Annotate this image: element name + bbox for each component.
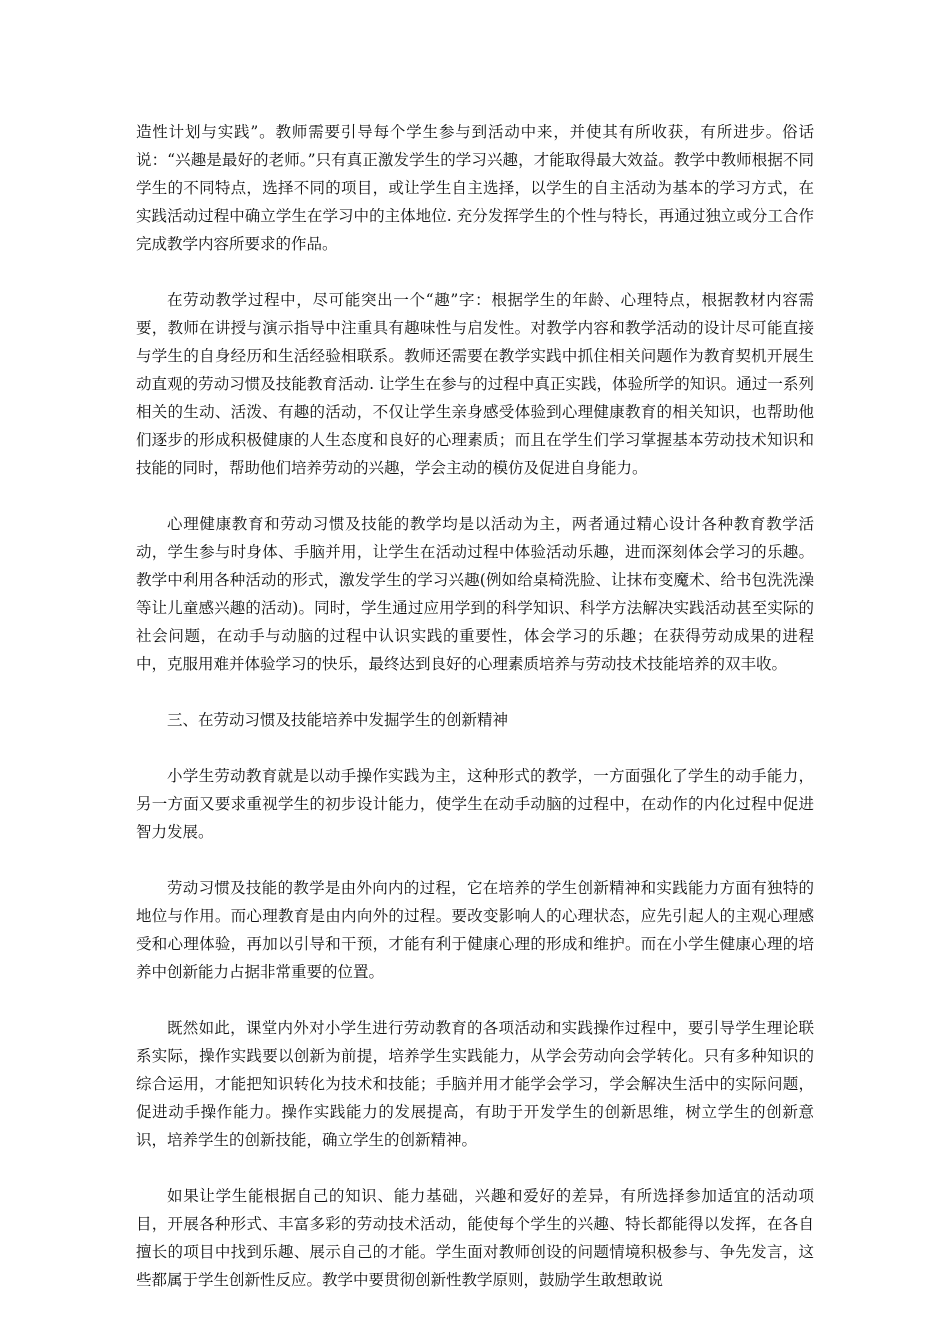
paragraph-1: 造性计划与实践”。教师需要引导每个学生参与到活动中来，并使其有所收获，有所进步。俗话说：“兴趣是最好的老师。”只有真正激发学生的学习兴趣，才能取得最大效益。教学中教师根据不同学生的不同特点，选择不同的项目，或让学生自主选择，以学生的自主活动为基本的学习方式，在实践活动过程中确立学生在学习中的主体地位. 充分发挥学生的个性与特长，再通过独立或分工合作完成教学内容所要求的作品。 [136, 123, 814, 253]
paragraph-5: 劳动习惯及技能的教学是由外向内的过程，它在培养的学生创新精神和实践能力方面有独特的地位与作用。而心理教育是由内向外的过程。要改变影响人的心理状态，应先引起人的主观心理感受和心理体验，再加以引导和干预，才能有利于健康心理的形成和维护。而在小学生健康心理的培养中创新能力占据非常重要的位置。 [136, 879, 814, 981]
paragraph-7: 如果让学生能根据自己的知识、能力基础，兴趣和爱好的差异，有所选择参加适宜的活动项目，开展各种形式、丰富多彩的劳动技术活动，能使每个学生的兴趣、特长都能得以发挥，在各自擅长的项目中找到乐趣、展示自己的才能。学生面对教师创设的问题情境积极参与、争先发言，这些都属于学生创新性反应。教学中要贯彻创新性教学原则，鼓励学生敢想敢说 [136, 1187, 814, 1289]
document-body [136, 118, 814, 1322]
paragraph-3: 心理健康教育和劳动习惯及技能的教学均是以活动为主，两者通过精心设计各种教育教学活动，学生参与时身体、手脑并用，让学生在活动过程中体验活动乐趣，进而深刻体会学习的乐趣。教学中利用各种活动的形式，激发学生的学习兴趣(例如给桌椅洗脸、让抹布变魔术、给书包洗洗澡等让儿童感兴趣的活动)。同时，学生通过应用学到的科学知识、科学方法解决实践活动甚至实际的社会问题，在动手与动脑的过程中认识实践的重要性，体会学习的乐趣；在获得劳动成果的进程中，克服用难并体验学习的快乐，最终达到良好的心理素质培养与劳动技术技能培养的双丰收。 [136, 515, 814, 673]
paragraph-2: 在劳动教学过程中，尽可能突出一个“趣”字：根据学生的年龄、心理特点，根据教材内容需要，教师在讲授与演示指导中注重具有趣味性与启发性。对教学内容和教学活动的设计尽可能直接与学生的自身经历和生活经验相联系。教师还需要在教学实践中抓住相关问题作为教育契机开展生动直观的劳动习惯及技能教育活动. 让学生在参与的过程中真正实践，体验所学的知识。通过一系列相关的生动、活泼、有趣的活动，不仅让学生亲身感受体验到心理健康教育的相关知识，也帮助他们逐步的形成积极健康的人生态度和良好的心理素质；而且在学生们学习掌握基本劳动技术知识和技能的同时，帮助他们培养劳动的兴趣，学会主动的模仿及促进自身能力。 [136, 291, 814, 477]
paragraph-4: 小学生劳动教育就是以动手操作实践为主，这种形式的教学，一方面强化了学生的动手能力，另一方面又要求重视学生的初步设计能力，使学生在动手动脑的过程中，在动作的内化过程中促进智力发展。 [136, 767, 814, 841]
paragraph-6: 既然如此，课堂内外对小学生进行劳动教育的各项活动和实践操作过程中，要引导学生理论联系实际，操作实践要以创新为前提，培养学生实践能力，从学会劳动向会学转化。只有多种知识的综合运用，才能把知识转化为技术和技能；手脑并用才能学会学习，学会解决生活中的实际问题，促进动手操作能力。操作实践能力的发展提高，有助于开发学生的创新思维，树立学生的创新意识，培养学生的创新技能，确立学生的创新精神。 [136, 1019, 814, 1149]
section-heading: 三、在劳动习惯及技能培养中发掘学生的创新精神 [167, 711, 509, 729]
